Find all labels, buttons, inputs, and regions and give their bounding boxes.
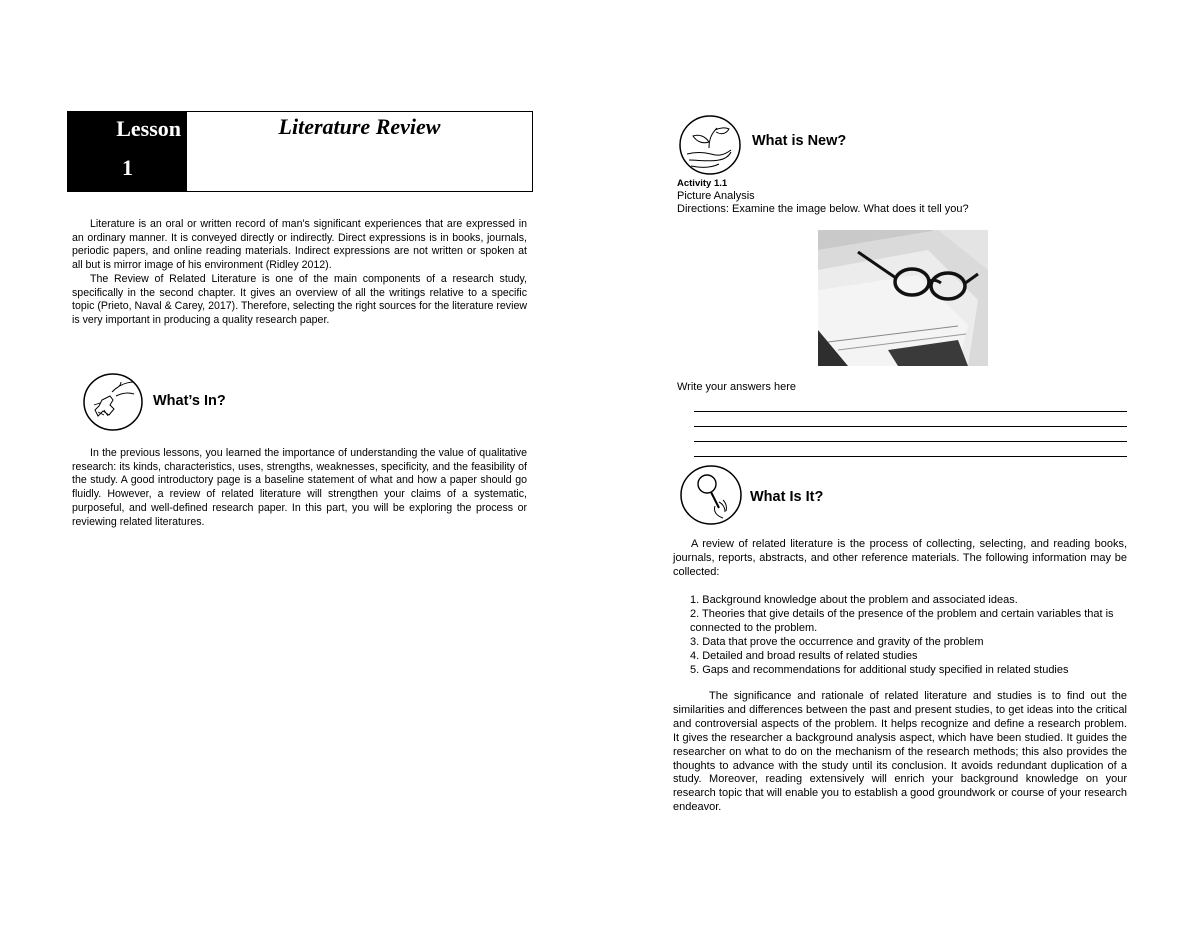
whats-in-heading: What’s In? [153,393,226,409]
eyeglasses-on-books-photo [818,230,988,366]
list-item: 3. Data that prove the occurrence and gravity of the problem [690,636,984,648]
answer-line[interactable] [694,397,1127,412]
puzzle-hand-icon [82,372,146,432]
answers-label: Write your answers here [677,381,797,393]
whats-in-paragraph: In the previous lessons, you learned the importance of understanding the value of qualitative research: its kinds, characteristics, uses, strengths, weaknesses, specificity, and the feasibility of the study. A good introductory page is a baseline statement of what and how a paper should go fluidly. However, a review of related literature will strengthen your claims of a systematic, purposeful, and well-defined research paper. In this part, you will be exploring the process or reviewing related literatures. [72,447,527,528]
list-item: 2. Theories that give details of the presence of the problem and certain variables that is connected to the problem. [690,608,1114,634]
lesson-title: Literature Review [278,114,441,139]
lesson-header [67,111,533,192]
list-item: 4. Detailed and broad results of related studies [690,650,918,662]
activity-block [677,177,969,216]
plant-hand-icon [677,114,743,176]
intro-text [72,218,527,328]
activity-title: Picture Analysis [677,190,755,202]
whats-in-text [72,447,527,529]
intro-paragraph: Literature is an oral or written record of man's significant experiences that are expressed in an ordinary manner. It is conveyed directly or indirectly. Direct expressions is in books, journals, periodic papers, and online reading materials. Indirect expressions are not written or spoken at all but is mirror image of his environment (Ridley 2012). [72,218,527,272]
list-item: 1. Background knowledge about the problem and associated ideas. [690,594,1018,606]
what-is-it-heading: What Is It? [750,489,824,505]
whats-new-heading: What is New? [752,133,847,149]
lesson-number: 1 [122,155,133,180]
intro-paragraph: The Review of Related Literature is one of the main components of a research study, specifically in the second chapter. It gives an overview of all the writings relative to a specific topic (Prieto, Naval & Carey, 2017). Therefore, selecting the right sources for the literature review is very important in producing a quality research paper. [72,272,527,326]
answers-area [677,381,1127,457]
what-is-it-intro [673,537,1127,579]
answer-line[interactable] [694,427,1127,442]
activity-directions: Directions: Examine the image below. What does it tell you? [677,203,969,215]
what-is-it-intro-paragraph: A review of related literature is the process of collecting, selecting, and reading books, journals, reports, abstracts, and other reference materials. The following information may be collected: [673,538,1127,578]
activity-label: Activity 1.1 [677,178,728,189]
lesson-label: Lesson [116,116,181,141]
significance-text [673,690,1127,815]
information-list [690,593,1130,677]
lesson-tag [68,112,187,191]
magnifier-hand-icon [679,464,743,526]
answer-line[interactable] [694,412,1127,427]
significance-paragraph: The significance and rationale of related literature and studies is to find out the similarities and differences between the past and present studies, to get ideas into the critical and controversial aspects of the problem. It helps recognize and define a research problem. It gives the researcher a background analysis aspect, which have been studied. It guides the researcher on what to do on the mechanism of the research methods; this also provides the thoughts to advance with the study until its conclusion. It avoids redundant duplication of a study. Moreover, reading extensively will enrich your background knowledge on your research topic that will enable you to establish a good groundwork or course of your research endeavor. [673,690,1127,814]
list-item: 5. Gaps and recommendations for additional study specified in related studies [690,664,1069,676]
answer-line[interactable] [694,442,1127,457]
